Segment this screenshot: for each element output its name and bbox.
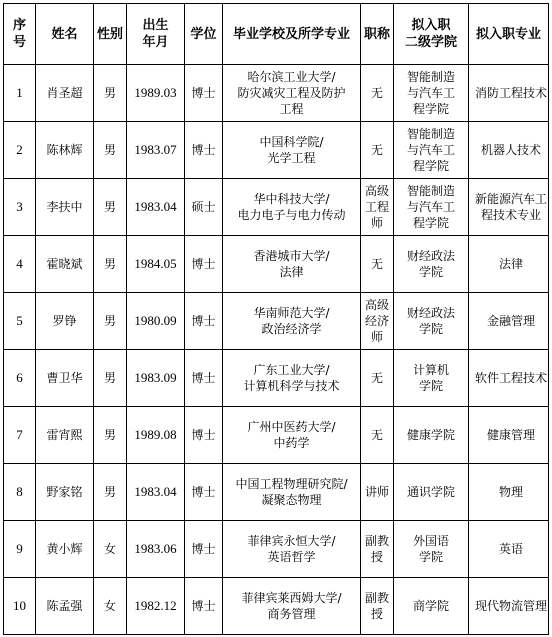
cell-major <box>469 122 549 179</box>
cell-title-text: 无 <box>370 371 383 385</box>
cell-school <box>223 464 361 521</box>
table-row <box>4 293 549 350</box>
cell-college <box>394 407 469 464</box>
cell-name <box>36 521 94 578</box>
cell-degree-text: 博士 <box>191 143 216 157</box>
table-row <box>4 65 549 122</box>
cell-title <box>361 521 394 578</box>
cell-no-text: 7 <box>16 427 23 442</box>
cell-birth-text: 1983.07 <box>134 142 177 157</box>
cell-name <box>36 464 94 521</box>
cell-gender-text: 男 <box>103 200 116 214</box>
cell-degree <box>185 521 223 578</box>
cell-title-text: 无 <box>370 143 383 157</box>
cell-title <box>361 350 394 407</box>
cell-college-text: 财经政法 学院 <box>406 306 455 336</box>
header-college: 拟入职 二级学院 <box>394 4 469 65</box>
cell-birth <box>127 578 185 635</box>
cell-degree-text: 博士 <box>191 314 216 328</box>
cell-degree-text: 硕士 <box>191 200 216 214</box>
cell-title <box>361 236 394 293</box>
cell-college-text: 外国语 学院 <box>412 534 449 564</box>
cell-name <box>36 179 94 236</box>
header-major: 拟入职专业 <box>469 4 549 65</box>
cell-name-text: 陈林辉 <box>46 143 83 157</box>
cell-gender-text: 男 <box>103 257 116 271</box>
cell-gender <box>94 464 127 521</box>
cell-degree-text: 博士 <box>191 86 216 100</box>
cell-degree <box>185 578 223 635</box>
cell-title-text: 讲师 <box>364 485 389 499</box>
cell-birth-text: 1989.08 <box>134 427 177 442</box>
cell-name-text: 李扶中 <box>46 200 83 214</box>
cell-birth-text: 1984.05 <box>134 256 177 271</box>
cell-college-text: 智能制造 与汽车工 程学院 <box>406 184 455 230</box>
cell-school <box>223 293 361 350</box>
cell-name <box>36 122 94 179</box>
cell-school-text: 中国工程物理研究院/ 凝聚态物理 <box>235 477 348 507</box>
cell-no <box>4 236 36 293</box>
cell-gender <box>94 65 127 122</box>
cell-gender <box>94 236 127 293</box>
table-row <box>4 407 549 464</box>
cell-school-text: 华南师范大学/ 政治经济学 <box>253 306 330 336</box>
cell-no <box>4 407 36 464</box>
cell-degree-text: 博士 <box>191 485 216 499</box>
cell-college <box>394 236 469 293</box>
cell-no <box>4 65 36 122</box>
cell-name <box>36 350 94 407</box>
cell-no-text: 4 <box>16 256 23 271</box>
header-no: 序 号 <box>4 4 36 65</box>
cell-gender-text: 男 <box>103 143 116 157</box>
cell-degree-text: 博士 <box>191 542 216 556</box>
cell-school-text: 广州中医药大学/ 中药学 <box>247 420 336 450</box>
cell-gender-text: 男 <box>103 314 116 328</box>
cell-major-text: 法律 <box>498 257 523 271</box>
cell-title-text: 高级 工程 师 <box>364 184 389 230</box>
cell-college <box>394 293 469 350</box>
cell-major <box>469 350 549 407</box>
cell-name <box>36 236 94 293</box>
cell-gender-text: 女 <box>103 542 116 556</box>
header-row <box>4 4 549 65</box>
cell-no-text: 5 <box>16 313 23 328</box>
cell-name-text: 野家铭 <box>46 485 83 499</box>
cell-no-text: 6 <box>16 370 23 385</box>
cell-college-text: 财经政法 学院 <box>406 249 455 279</box>
cell-degree-text: 博士 <box>191 599 216 613</box>
cell-birth <box>127 521 185 578</box>
recruitment-table <box>3 3 549 635</box>
cell-major <box>469 293 549 350</box>
cell-no-text: 2 <box>16 142 23 157</box>
cell-major-text: 健康管理 <box>486 428 535 442</box>
cell-college-text: 商学院 <box>412 599 449 613</box>
cell-major <box>469 578 549 635</box>
cell-birth-text: 1983.06 <box>134 541 177 556</box>
cell-title-text: 无 <box>370 257 383 271</box>
cell-college <box>394 464 469 521</box>
cell-title-text: 副教 授 <box>364 591 389 621</box>
cell-name-text: 曹卫华 <box>46 371 83 385</box>
header-school: 毕业学校及所学专业 <box>223 4 361 65</box>
cell-school-text: 华中科技大学/ 电力电子与电力传动 <box>237 192 346 222</box>
cell-major-text: 金融管理 <box>486 314 535 328</box>
cell-title-text: 高级 经济 师 <box>364 298 389 344</box>
cell-degree <box>185 350 223 407</box>
header-title: 职称 <box>361 4 394 65</box>
cell-major-text: 现代物流管理 <box>474 599 547 613</box>
cell-school <box>223 578 361 635</box>
cell-gender-text: 男 <box>103 485 116 499</box>
cell-birth <box>127 293 185 350</box>
cell-college <box>394 65 469 122</box>
cell-gender-text: 男 <box>103 371 116 385</box>
cell-school-text: 中国科学院/ 光学工程 <box>259 135 324 165</box>
cell-no-text: 8 <box>16 484 23 499</box>
cell-title <box>361 578 394 635</box>
cell-birth <box>127 65 185 122</box>
cell-name <box>36 578 94 635</box>
cell-school-text: 菲律宾永恒大学/ 英语哲学 <box>247 534 336 564</box>
cell-college <box>394 578 469 635</box>
table-body <box>4 65 549 635</box>
cell-title-text: 副教 授 <box>364 534 389 564</box>
cell-name-text: 黄小辉 <box>46 542 83 556</box>
cell-birth <box>127 464 185 521</box>
cell-birth <box>127 179 185 236</box>
table-row <box>4 122 549 179</box>
cell-birth-text: 1983.04 <box>134 199 177 214</box>
cell-no-text: 10 <box>13 598 26 613</box>
header-birth: 出生 年月 <box>127 4 185 65</box>
cell-major <box>469 236 549 293</box>
cell-gender <box>94 179 127 236</box>
cell-school-text: 哈尔滨工业大学/ 防灾减灾工程及防护 工程 <box>237 70 346 116</box>
header-degree: 学位 <box>185 4 223 65</box>
cell-birth-text: 1983.09 <box>134 370 177 385</box>
cell-college <box>394 179 469 236</box>
cell-degree <box>185 464 223 521</box>
cell-no <box>4 293 36 350</box>
cell-no-text: 3 <box>16 199 23 214</box>
cell-college-text: 计算机 学院 <box>412 363 449 393</box>
cell-name-text: 肖圣超 <box>46 86 83 100</box>
cell-school <box>223 236 361 293</box>
cell-school-text: 广东工业大学/ 计算机科学与技术 <box>243 363 340 393</box>
cell-college-text: 健康学院 <box>406 428 455 442</box>
cell-major <box>469 464 549 521</box>
cell-birth <box>127 122 185 179</box>
cell-college-text: 通识学院 <box>406 485 455 499</box>
cell-college <box>394 122 469 179</box>
cell-college-text: 智能制造 与汽车工 程学院 <box>406 70 455 116</box>
cell-college <box>394 521 469 578</box>
cell-name-text: 霍晓斌 <box>46 257 83 271</box>
table-row <box>4 350 549 407</box>
cell-school <box>223 122 361 179</box>
cell-major-text: 物理 <box>498 485 523 499</box>
cell-school <box>223 65 361 122</box>
cell-name <box>36 65 94 122</box>
cell-major <box>469 407 549 464</box>
cell-major <box>469 65 549 122</box>
table-row <box>4 179 549 236</box>
cell-gender-text: 男 <box>103 86 116 100</box>
cell-gender <box>94 578 127 635</box>
cell-name-text: 陈孟强 <box>46 599 83 613</box>
cell-title <box>361 407 394 464</box>
cell-birth <box>127 236 185 293</box>
cell-no-text: 9 <box>16 541 23 556</box>
table-row <box>4 521 549 578</box>
cell-birth-text: 1989.03 <box>134 85 177 100</box>
cell-major-text: 消防工程技术 <box>474 86 547 100</box>
cell-major-text: 软件工程技术 <box>474 371 547 385</box>
cell-title-text: 无 <box>370 86 383 100</box>
cell-degree-text: 博士 <box>191 371 216 385</box>
cell-school-text: 香港城市大学/ 法律 <box>253 249 330 279</box>
cell-birth-text: 1983.04 <box>134 484 177 499</box>
cell-gender <box>94 407 127 464</box>
cell-no <box>4 578 36 635</box>
cell-name <box>36 407 94 464</box>
cell-gender <box>94 293 127 350</box>
cell-gender <box>94 350 127 407</box>
cell-college-text: 智能制造 与汽车工 程学院 <box>406 127 455 173</box>
cell-school <box>223 179 361 236</box>
cell-title <box>361 464 394 521</box>
cell-degree-text: 博士 <box>191 428 216 442</box>
cell-school <box>223 521 361 578</box>
cell-degree <box>185 122 223 179</box>
cell-degree-text: 博士 <box>191 257 216 271</box>
cell-birth-text: 1982.12 <box>134 598 177 613</box>
cell-title-text: 无 <box>370 428 383 442</box>
table-row <box>4 236 549 293</box>
cell-title <box>361 179 394 236</box>
cell-gender <box>94 122 127 179</box>
cell-title <box>361 293 394 350</box>
cell-name <box>36 293 94 350</box>
cell-birth <box>127 350 185 407</box>
cell-no <box>4 464 36 521</box>
cell-gender-text: 男 <box>103 428 116 442</box>
cell-birth <box>127 407 185 464</box>
cell-gender <box>94 521 127 578</box>
cell-degree <box>185 179 223 236</box>
cell-gender-text: 女 <box>103 599 116 613</box>
header-gender: 性别 <box>94 4 127 65</box>
table-row <box>4 464 549 521</box>
cell-no <box>4 122 36 179</box>
cell-school <box>223 407 361 464</box>
cell-major <box>469 521 549 578</box>
cell-major-text: 英语 <box>498 542 523 556</box>
cell-major-text: 机器人技术 <box>480 143 541 157</box>
cell-no <box>4 179 36 236</box>
header-name: 姓名 <box>36 4 94 65</box>
cell-school-text: 菲律宾莱西姆大学/ 商务管理 <box>241 591 342 621</box>
cell-degree <box>185 293 223 350</box>
cell-degree <box>185 65 223 122</box>
cell-name-text: 雷宵熙 <box>46 428 83 442</box>
cell-no-text: 1 <box>16 85 23 100</box>
cell-degree <box>185 407 223 464</box>
cell-school <box>223 350 361 407</box>
cell-major <box>469 179 549 236</box>
cell-title <box>361 122 394 179</box>
cell-no <box>4 521 36 578</box>
cell-college <box>394 350 469 407</box>
cell-birth-text: 1980.09 <box>134 313 177 328</box>
cell-degree <box>185 236 223 293</box>
cell-major-text: 新能源汽车工 程技术专业 <box>474 192 547 222</box>
cell-title <box>361 65 394 122</box>
table-row <box>4 578 549 635</box>
cell-no <box>4 350 36 407</box>
cell-name-text: 罗铮 <box>52 314 77 328</box>
